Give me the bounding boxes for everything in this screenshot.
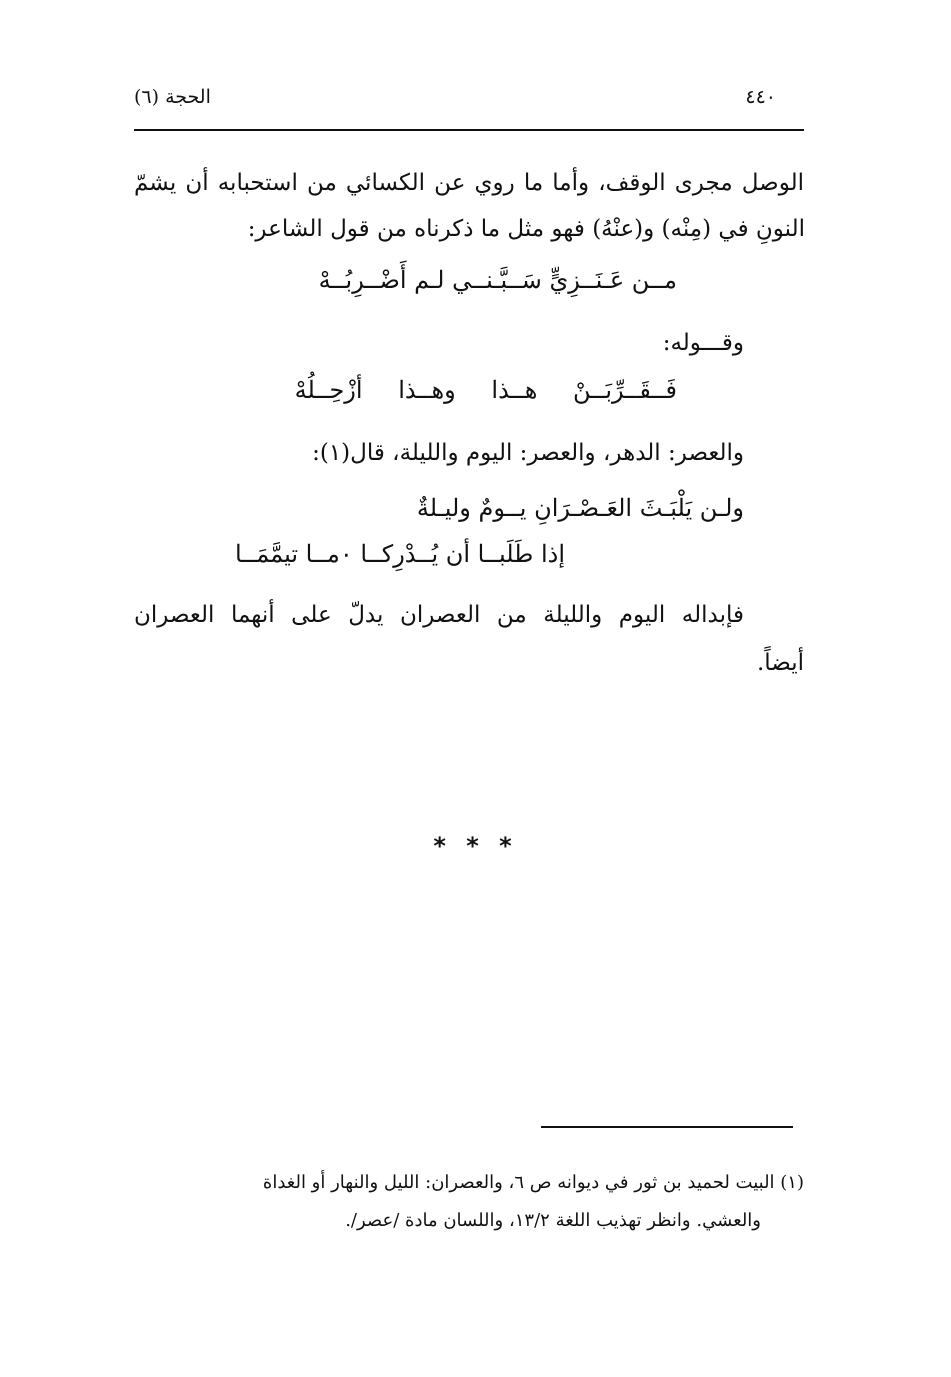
footnote-line-2: والعشي. وانظر تهذيب اللغة ١٣/٢، واللسان مادة /عصر/. — [345, 1210, 761, 1231]
body-line-1: الوصل مجرى الوقف، وأما ما روي عن الكسائي من استحبابه أن يشمّ — [134, 170, 804, 196]
section-separator: * * * — [433, 832, 518, 860]
page-number: ٤٤٠ — [745, 86, 776, 108]
body-line-4: فإبداله اليوم والليلة من العصران يدلّ على أنهما العصران — [134, 602, 744, 628]
verse-2: فَــقَــرِّبَــنْ هــذا وهــذا أزْحِــلُهْ — [294, 376, 677, 404]
body-line-3: والعصر: الدهر، والعصر: اليوم والليلة، قال(١): — [312, 440, 744, 466]
verse-intro: وقـــوله: — [662, 330, 744, 356]
verse-3-first-hemistich: ولـن يَلْبَـثَ العَـصْـرَانِ يــومٌ وليـلةٌ — [416, 494, 744, 522]
body-line-2: النونِ في (مِنْه) و(عنْهُ) فهو مثل ما ذكرناه من قول الشاعر: — [247, 216, 805, 242]
footnote-divider — [541, 1126, 793, 1128]
body-line-5: أيضاً. — [756, 650, 804, 676]
running-title: الحجة (٦) — [134, 86, 211, 108]
footnote-line-1: (١) البيت لحميد بن ثور في ديوانه ص ٦، والعصران: الليل والنهار أو الغداة — [262, 1172, 804, 1193]
verse-3-second-hemistich: إذا طَلَبــا أن يُــدْرِكــا ٠مــا تيمَّمَــا — [234, 540, 565, 568]
header-divider — [134, 129, 804, 131]
verse-1: مــن عَـنَــزِيٍّ سَــبَّـنــي لـم أَضْــرِبُــهْ — [318, 266, 677, 294]
